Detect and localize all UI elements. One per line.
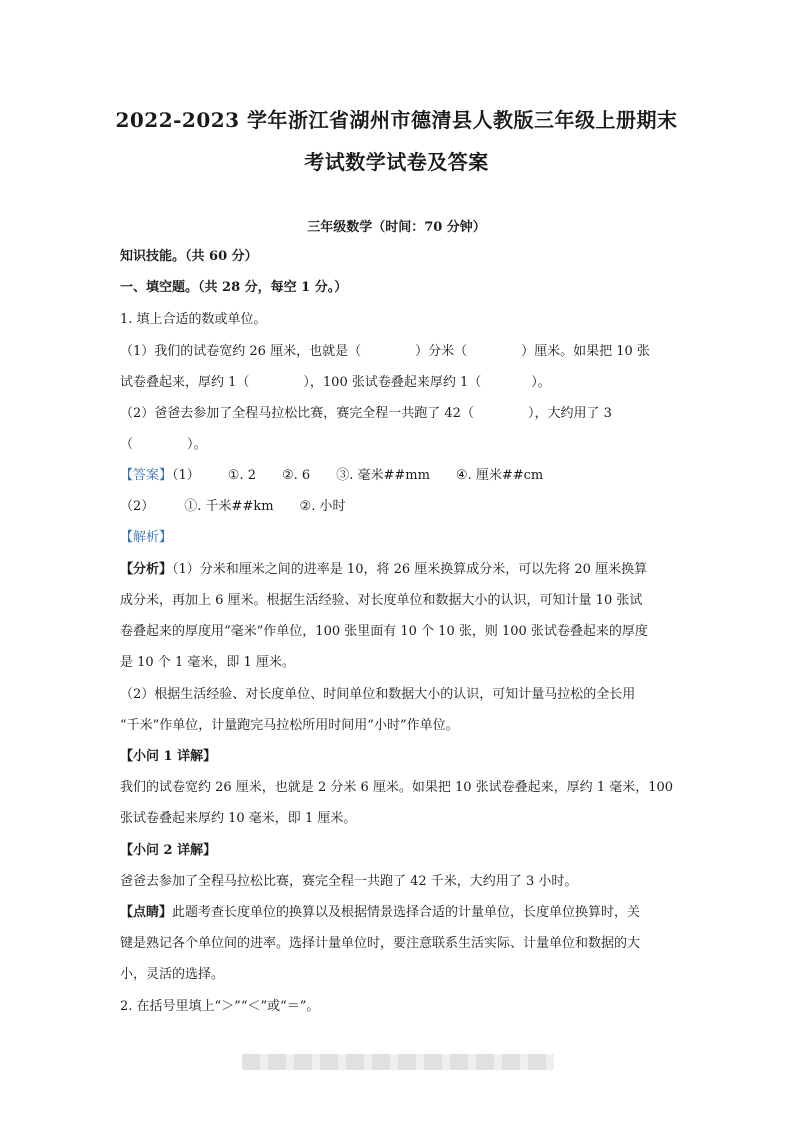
- answer-item: ③. 毫米##mm: [336, 468, 430, 483]
- answer-item: （1）: [172, 468, 200, 483]
- fenxi-line: [120, 561, 647, 579]
- q1-part1-line1: [120, 343, 650, 361]
- answer-item: ①. 2: [227, 468, 256, 483]
- detail2-text: 爸爸去参加了全程马拉松比赛，赛完全程一共跑了 42 千米，大约用了 3 小时。: [120, 874, 578, 889]
- footer-watermark-bar: [242, 1054, 554, 1070]
- q1-answer-line2: [120, 498, 345, 516]
- section-one-heading: 一、填空题。（共 28 分，每空 1 分。）: [120, 280, 348, 295]
- dianjing-text: 键是熟记各个单位间的进率。选择计量单位时，要注意联系生活实际、计量单位和数据的大: [120, 936, 641, 951]
- answer-item: （2）: [120, 499, 155, 514]
- q1-part1-line1-b: ）分米（: [415, 344, 468, 359]
- detail2-tag: 【小问 2 详解】: [120, 843, 217, 858]
- fenxi-text: “千米”作单位，计量跑完马拉松所用时间用“小时”作单位。: [120, 718, 459, 733]
- answer-item: ②. 6: [282, 468, 311, 483]
- dianjing-text: 小，灵活的选择。: [120, 967, 225, 982]
- q1-part2-line1: [120, 405, 612, 423]
- answer-tag: 【答案】: [120, 468, 173, 483]
- q1-part1-line1-a: （1）我们的试卷宽约 26 厘米，也就是（: [120, 344, 362, 359]
- q1-part2-line1-a: （2）爸爸去参加了全程马拉松比赛，赛完全程一共跑了 42（: [120, 406, 474, 421]
- q1-answer-line1: [120, 467, 543, 485]
- fenxi-text: 是 10 个 1 毫米，即 1 厘米。: [120, 655, 295, 670]
- fenxi-text: 卷叠起来的厚度用“毫米”作单位，100 张里面有 10 个 10 张，则 100 张试卷叠起来的厚度: [120, 624, 648, 639]
- dianjing-text: 此题考查长度单位的换算以及根据情景选择合适的计量单位，长度单位换算时，关: [172, 905, 641, 920]
- analysis-tag: 【解析】: [120, 530, 173, 545]
- fenxi-text: （1）分米和厘米之间的进率是 10，将 26 厘米换算成分米，可以先将 20 厘米换算: [172, 562, 648, 577]
- detail1-text: 张试卷叠起来厚约 10 毫米，即 1 厘米。: [120, 811, 357, 826]
- q1-stem: 1. 填上合适的数或单位。: [120, 312, 267, 327]
- fenxi-text: 成分米，再加上 6 厘米。根据生活经验、对长度单位和数据大小的认识，可知计量 10 张试: [120, 593, 643, 608]
- fenxi-tag: 【分析】: [120, 562, 173, 577]
- exam-subtitle: 三年级数学（时间：70 分钟）: [307, 220, 486, 235]
- q1-part1-line2-b: ），100 张试卷叠起来厚约 1（: [303, 375, 482, 390]
- q1-part1-line2: [120, 374, 551, 392]
- answer-item: ②. 小时: [299, 499, 346, 514]
- q1-part2-line2: [120, 436, 207, 454]
- doc-title-line2: 考试数学试卷及答案: [304, 150, 489, 174]
- detail1-tag: 【小问 1 详解】: [120, 749, 217, 764]
- q1-part2-line2-b: ）。: [187, 437, 207, 452]
- q2-stem: 2. 在括号里填上“＞”“＜”或“＝”。: [120, 999, 320, 1014]
- section-knowledge-heading: 知识技能。（共 60 分）: [120, 249, 258, 264]
- answer-item: ①. 千米##km: [184, 499, 274, 514]
- q1-part1-line2-a: 试卷叠起来，厚约 1（: [120, 375, 250, 390]
- q1-part2-line1-b: ），大约用了 3: [527, 406, 612, 421]
- answer-item: ④. 厘米##cm: [455, 468, 544, 483]
- fenxi-text: （2）根据生活经验、对长度单位、时间单位和数据大小的认识，可知计量马拉松的全长用: [120, 687, 636, 702]
- doc-title-line1: 2022-2023 学年浙江省湖州市德清县人教版三年级上册期末: [115, 108, 678, 132]
- q1-part1-line1-c: ）厘米。如果把 10 张: [521, 344, 650, 359]
- dianjing-line: [120, 904, 640, 922]
- q1-part2-line2-a: （: [120, 437, 134, 452]
- q1-part1-line2-c: ）。: [531, 375, 551, 390]
- dianjing-tag: 【点睛】: [120, 905, 173, 920]
- detail1-text: 我们的试卷宽约 26 厘米，也就是 2 分米 6 厘米。如果把 10 张试卷叠起来，厚约 1 毫米，100: [120, 780, 674, 795]
